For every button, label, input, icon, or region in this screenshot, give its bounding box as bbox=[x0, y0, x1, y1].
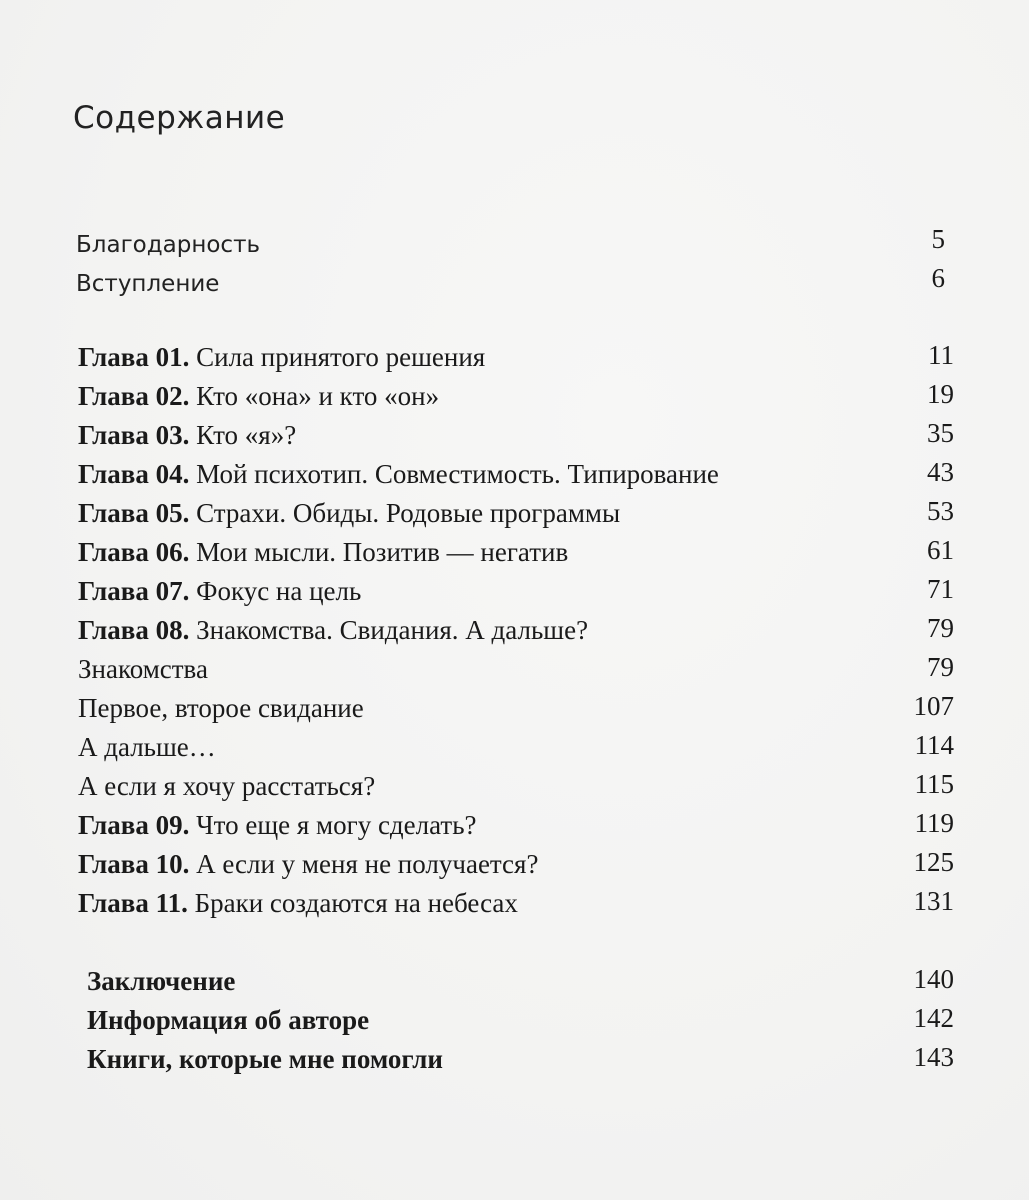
toc-page-chapter-08: 79 bbox=[927, 613, 954, 643]
subsection-title: Первое, второе свидание bbox=[78, 693, 364, 723]
toc-page-subsection-further: 114 bbox=[914, 730, 954, 760]
chapter-prefix: Глава 10. bbox=[78, 849, 190, 879]
chapter-prefix: Глава 02. bbox=[78, 381, 190, 411]
toc-page-chapter-04: 43 bbox=[927, 457, 954, 487]
toc-page-chapter-07: 71 bbox=[927, 574, 954, 604]
toc-page-subsection-breakup: 115 bbox=[914, 769, 954, 799]
toc-entry-chapter-04 bbox=[78, 459, 719, 490]
subsection-title: А если я хочу расстаться? bbox=[78, 771, 376, 801]
chapter-title: Сила принятого решения bbox=[196, 342, 486, 372]
subsection-title: Знакомства bbox=[78, 654, 208, 684]
toc-entry-acknowledgements: Благодарность bbox=[76, 232, 261, 258]
toc-entry-subsection-breakup bbox=[78, 771, 375, 802]
chapter-title: Кто «я»? bbox=[196, 420, 297, 450]
chapter-prefix: Глава 05. bbox=[78, 498, 190, 528]
chapter-title: Фокус на цель bbox=[196, 576, 362, 606]
toc-page-subsection-first-dates: 107 bbox=[913, 691, 954, 721]
toc-page-about-author: 142 bbox=[913, 1003, 954, 1033]
chapter-title: Мой психотип. Совместимость. Типирование bbox=[196, 459, 719, 489]
chapter-title: Кто «она» и кто «он» bbox=[196, 381, 440, 411]
toc-page-chapter-02: 19 bbox=[927, 379, 954, 409]
toc-page-acknowledgements: 5 bbox=[931, 224, 945, 254]
toc-page-introduction: 6 bbox=[931, 263, 945, 293]
toc-entry-chapter-11 bbox=[78, 888, 518, 919]
toc-entry-chapter-01 bbox=[78, 342, 485, 373]
toc-page-books-helped: 143 bbox=[913, 1042, 954, 1072]
toc-entry-subsection-first-dates bbox=[78, 693, 364, 724]
toc-entry-chapter-05 bbox=[78, 498, 620, 529]
toc-page-chapter-10: 125 bbox=[913, 847, 954, 877]
chapter-title: Мои мысли. Позитив — негатив bbox=[196, 537, 569, 567]
toc-page-conclusion: 140 bbox=[913, 964, 954, 994]
toc-entry-conclusion: Заключение bbox=[87, 966, 236, 996]
toc-entry-chapter-02 bbox=[78, 381, 439, 412]
chapter-title: А если у меня не получается? bbox=[196, 849, 539, 879]
toc-entry-introduction: Вступление bbox=[76, 271, 220, 297]
toc-page-subsection-acquaintances: 79 bbox=[927, 652, 954, 682]
toc-entry-chapter-10 bbox=[78, 849, 538, 880]
chapter-prefix: Глава 09. bbox=[78, 810, 190, 840]
chapter-prefix: Глава 08. bbox=[78, 615, 190, 645]
toc-page-chapter-09: 119 bbox=[914, 808, 954, 838]
chapter-title: Браки создаются на небесах bbox=[194, 888, 518, 918]
toc-page-chapter-11: 131 bbox=[913, 886, 954, 916]
toc-entry-chapter-07 bbox=[78, 576, 361, 607]
chapter-title: Страхи. Обиды. Родовые программы bbox=[196, 498, 621, 528]
chapter-prefix: Глава 07. bbox=[78, 576, 190, 606]
toc-entry-subsection-acquaintances bbox=[78, 654, 208, 685]
page-title: Содержание bbox=[73, 100, 286, 136]
subsection-title: А дальше… bbox=[78, 732, 216, 762]
chapter-prefix: Глава 03. bbox=[78, 420, 190, 450]
toc-entry-chapter-03 bbox=[78, 420, 296, 451]
toc-entry-chapter-09 bbox=[78, 810, 477, 841]
toc-entry-subsection-further bbox=[78, 732, 216, 763]
chapter-title: Знакомства. Свидания. А дальше? bbox=[196, 615, 589, 645]
chapter-prefix: Глава 01. bbox=[78, 342, 190, 372]
chapter-prefix: Глава 04. bbox=[78, 459, 190, 489]
toc-page-chapter-01: 11 bbox=[928, 340, 954, 370]
chapter-title: Что еще я могу сделать? bbox=[196, 810, 477, 840]
toc-page-chapter-03: 35 bbox=[927, 418, 954, 448]
toc-page-chapter-06: 61 bbox=[927, 535, 954, 565]
toc-entry-about-author: Информация об авторе bbox=[87, 1005, 370, 1035]
chapter-prefix: Глава 06. bbox=[78, 537, 190, 567]
toc-entry-chapter-06 bbox=[78, 537, 568, 568]
chapter-prefix: Глава 11. bbox=[78, 888, 188, 918]
toc-entry-chapter-08 bbox=[78, 615, 588, 646]
toc-entry-books-helped: Книги, которые мне помогли bbox=[87, 1044, 443, 1074]
toc-page-chapter-05: 53 bbox=[927, 496, 954, 526]
